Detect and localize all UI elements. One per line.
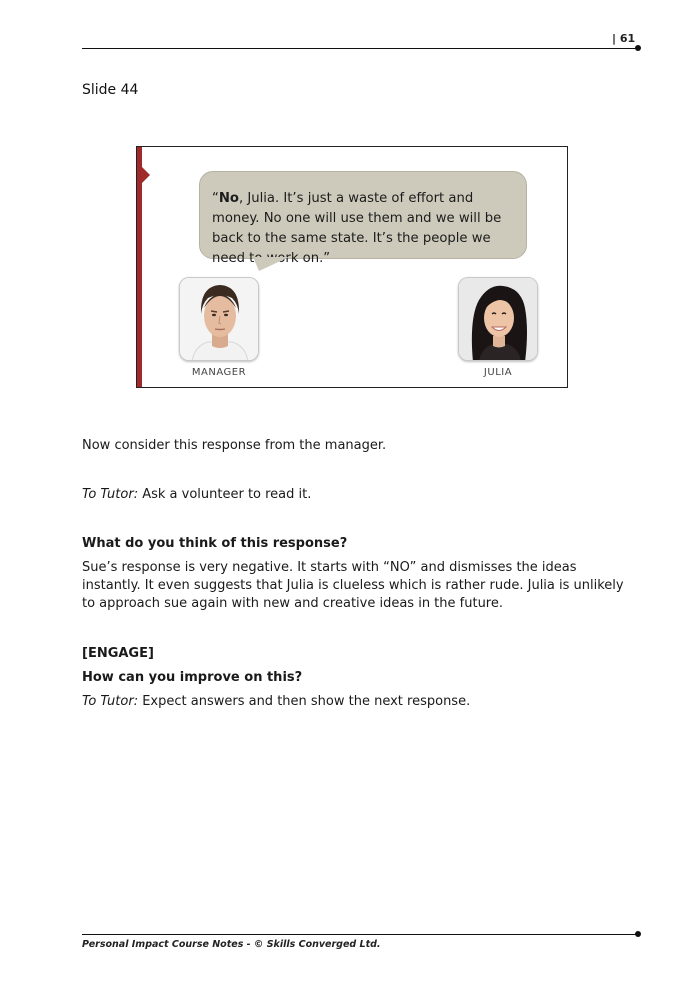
speech-bubble xyxy=(199,171,527,266)
question-heading-2: How can you improve on this? xyxy=(82,670,303,685)
manager-label: MANAGER xyxy=(191,367,247,378)
slide-accent-notch xyxy=(142,167,150,183)
julia-label: JULIA xyxy=(483,367,513,378)
tutor-text-2: Expect answers and then show the next response. xyxy=(138,694,471,709)
question-heading-1: What do you think of this response? xyxy=(82,536,348,551)
footer-rule xyxy=(82,934,638,935)
slide-accent-bar xyxy=(137,147,142,387)
bubble-text: , Julia. It’s just a waste of effort and money. No one will use them and we will be back to the same state. It’s the people we need to work on.” xyxy=(212,191,502,266)
slide-heading: Slide 44 xyxy=(82,82,139,98)
tutor-note-1 xyxy=(82,486,627,504)
header-rule xyxy=(82,48,638,49)
engage-heading: [ENGAGE] xyxy=(82,646,154,661)
intro-paragraph: Now consider this response from the manager. xyxy=(82,438,387,453)
answer-paragraph-1: Sue’s response is very negative. It starts with “NO” and dismisses the ideas instantly. It even suggests that Julia is clueless which is rather rude. Julia is unlikely to approach sue again with new and creative ideas in the future. xyxy=(82,560,624,611)
bubble-quote-open: “ xyxy=(212,191,219,206)
bubble-emphasis: No xyxy=(218,191,239,206)
tutor-note-2 xyxy=(82,693,627,711)
tutor-text-1: Ask a volunteer to read it. xyxy=(138,487,312,502)
footer-text: Personal Impact Course Notes - © Skills Converged Ltd. xyxy=(82,939,381,950)
header-rule-dot xyxy=(635,45,641,51)
manager-avatar xyxy=(179,277,259,361)
julia-avatar xyxy=(458,277,538,361)
julia-portrait-icon xyxy=(459,278,538,361)
speech-bubble-tail xyxy=(253,257,289,271)
page-number: | 61 xyxy=(612,32,636,45)
slide-image xyxy=(136,146,568,388)
tutor-label-1: To Tutor: xyxy=(82,487,139,502)
manager-portrait-icon xyxy=(180,278,259,361)
tutor-label-2: To Tutor: xyxy=(82,694,139,709)
footer-rule-dot xyxy=(635,931,641,937)
